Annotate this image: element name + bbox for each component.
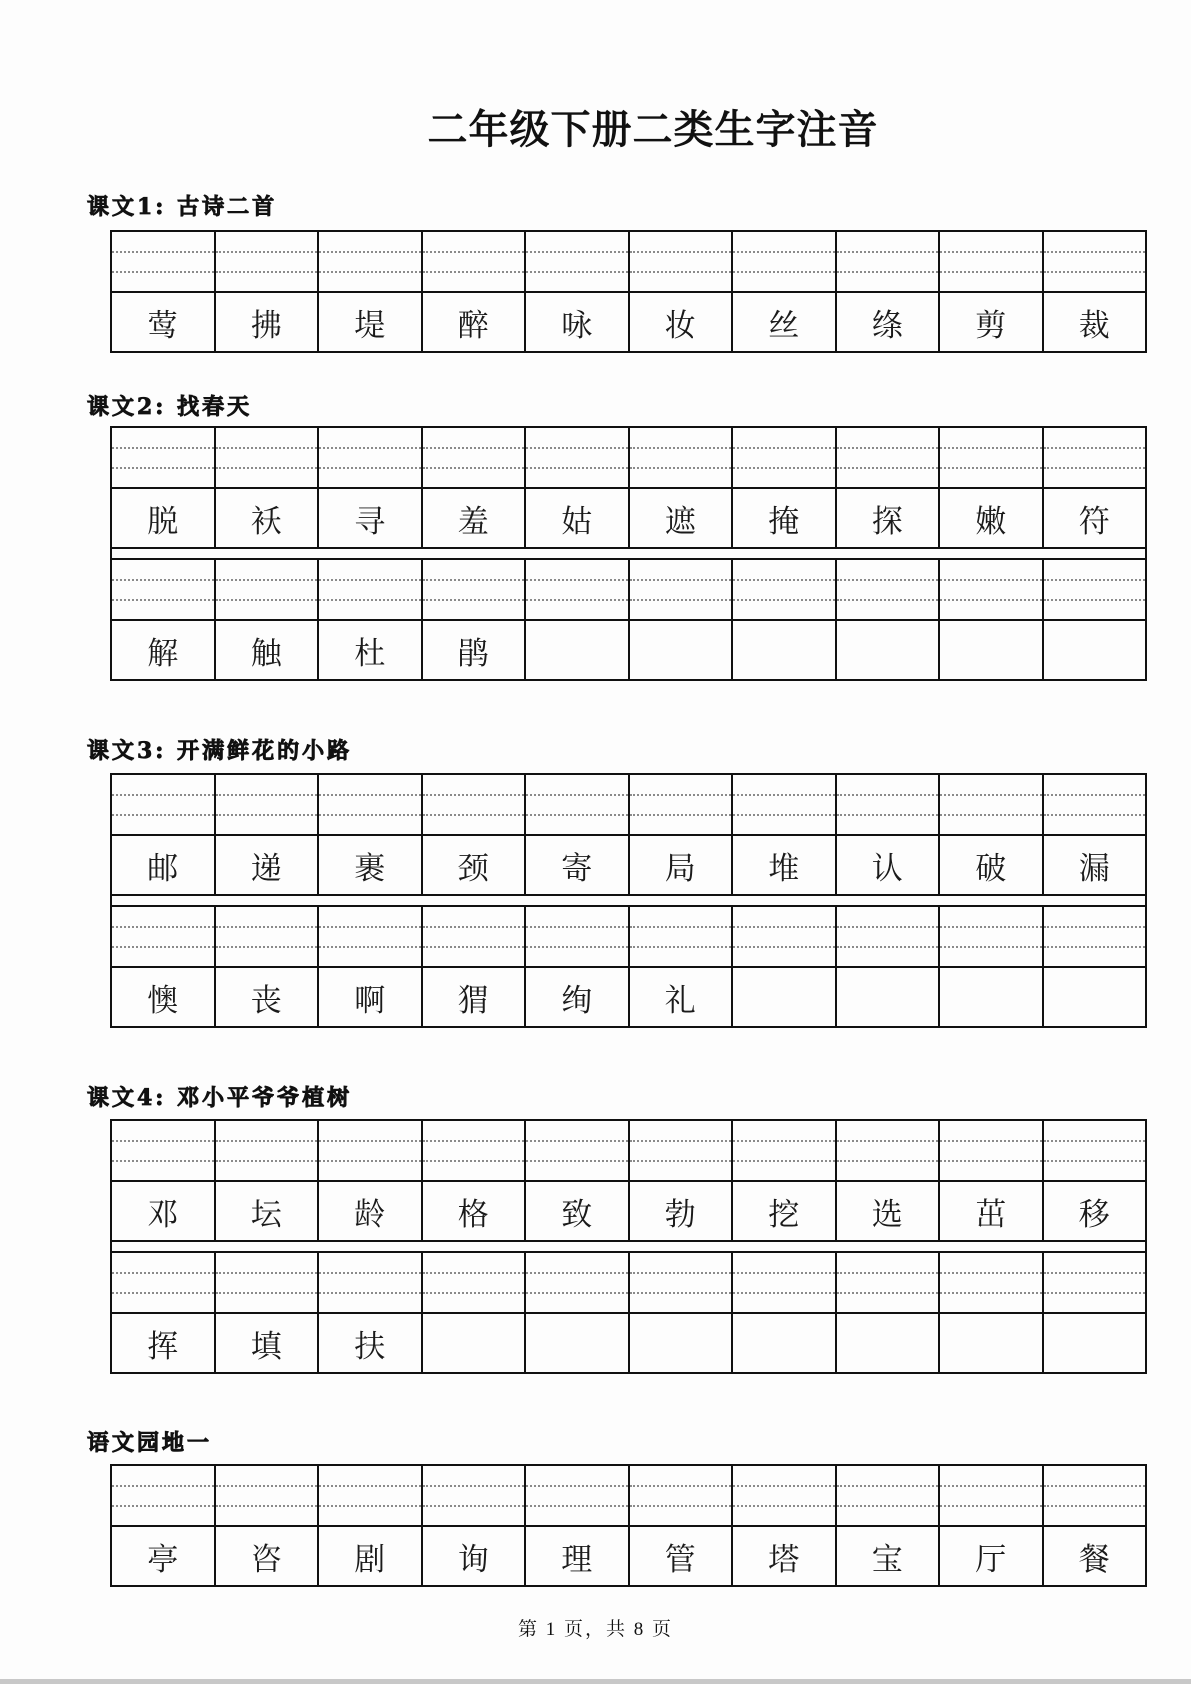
- grid-row: [110, 1119, 1147, 1242]
- pinyin-input-cell[interactable]: [630, 775, 734, 834]
- pinyin-input-cell[interactable]: [423, 907, 527, 966]
- pinyin-input-cell[interactable]: [630, 1121, 734, 1180]
- character-cell: 拂: [216, 293, 320, 351]
- pinyin-input-cell[interactable]: [940, 428, 1044, 487]
- pinyin-input-cell[interactable]: [1044, 1253, 1146, 1312]
- row-separator: [110, 896, 1147, 905]
- pinyin-input-cell[interactable]: [216, 775, 320, 834]
- character-cell: 亭: [112, 1527, 216, 1585]
- pinyin-input-cell[interactable]: [216, 560, 320, 619]
- character-row: [112, 1314, 1145, 1372]
- character-row: [112, 1527, 1145, 1585]
- page-title: 二年级下册二类生字注音: [427, 107, 879, 153]
- character-cell: 填: [216, 1314, 320, 1372]
- pinyin-row: [112, 1121, 1145, 1182]
- character-cell: [837, 621, 941, 679]
- character-cell: 羞: [423, 489, 527, 547]
- pinyin-input-cell[interactable]: [940, 560, 1044, 619]
- character-cell: 啊: [319, 968, 423, 1026]
- pinyin-input-cell[interactable]: [1044, 907, 1146, 966]
- pinyin-input-cell[interactable]: [837, 1466, 941, 1525]
- pinyin-input-cell[interactable]: [1044, 1121, 1146, 1180]
- pinyin-input-cell[interactable]: [733, 775, 837, 834]
- character-cell: [940, 621, 1044, 679]
- character-cell: 堤: [319, 293, 423, 351]
- character-row: [112, 489, 1145, 547]
- pinyin-input-cell[interactable]: [423, 428, 527, 487]
- section-heading-lesson-2: 课文2: 找春天: [87, 394, 253, 420]
- pinyin-input-cell[interactable]: [423, 1253, 527, 1312]
- pinyin-input-cell[interactable]: [423, 775, 527, 834]
- character-cell: 坛: [216, 1182, 320, 1240]
- character-cell: 餐: [1078, 1541, 1110, 1578]
- character-cell: 鹃: [423, 621, 527, 679]
- pinyin-input-cell[interactable]: [423, 1121, 527, 1180]
- character-cell: [526, 621, 630, 679]
- pinyin-input-cell[interactable]: [837, 232, 941, 291]
- character-row: [112, 293, 1145, 351]
- pinyin-input-cell[interactable]: [1044, 560, 1146, 619]
- character-cell: 剪: [940, 293, 1044, 351]
- character-cell: 符: [1078, 503, 1110, 540]
- pinyin-input-cell[interactable]: [526, 907, 630, 966]
- pinyin-input-cell[interactable]: [112, 907, 216, 966]
- grid-row: [110, 1464, 1147, 1587]
- pinyin-input-cell[interactable]: [216, 1253, 320, 1312]
- character-row: [112, 621, 1145, 679]
- pinyin-input-cell[interactable]: [423, 1466, 527, 1525]
- character-cell: 剧: [319, 1527, 423, 1585]
- character-cell: 杜: [319, 621, 423, 679]
- pinyin-input-cell[interactable]: [112, 1121, 216, 1180]
- pinyin-input-cell[interactable]: [630, 560, 734, 619]
- grid-row: [110, 426, 1147, 549]
- character-cell: 咨: [216, 1527, 320, 1585]
- character-cell: 掩: [733, 489, 837, 547]
- pinyin-input-cell[interactable]: [1044, 1466, 1146, 1525]
- character-cell: 袄: [216, 489, 320, 547]
- character-cell: 姑: [526, 489, 630, 547]
- pinyin-input-cell[interactable]: [216, 428, 320, 487]
- character-cell: [940, 1314, 1044, 1372]
- row-separator: [110, 549, 1147, 558]
- page-number: 第 1 页，共 8 页: [517, 1619, 673, 1640]
- character-cell: [526, 1314, 630, 1372]
- pinyin-input-cell[interactable]: [837, 428, 941, 487]
- character-row: [112, 1182, 1145, 1240]
- character-cell: 丧: [216, 968, 320, 1026]
- pinyin-input-cell[interactable]: [1044, 775, 1146, 834]
- pinyin-input-cell[interactable]: [940, 907, 1044, 966]
- pinyin-input-cell[interactable]: [526, 232, 630, 291]
- writing-grid-lesson-4: [110, 1119, 1147, 1374]
- character-cell: [733, 968, 837, 1026]
- character-cell: 遮: [630, 489, 734, 547]
- character-cell: 丝: [733, 293, 837, 351]
- character-cell: 妆: [630, 293, 734, 351]
- character-cell: 解: [112, 621, 216, 679]
- character-cell: 龄: [319, 1182, 423, 1240]
- character-cell: 猬: [423, 968, 527, 1026]
- character-cell: [630, 621, 734, 679]
- character-cell: 裁: [1078, 307, 1110, 344]
- character-cell: 颈: [423, 836, 527, 894]
- character-cell: 漏: [1078, 850, 1110, 887]
- character-cell: [423, 1314, 527, 1372]
- grid-row: [110, 558, 1147, 681]
- pinyin-row: [112, 775, 1145, 836]
- section-heading-lesson-1: 课文1: 古诗二首: [87, 194, 278, 220]
- character-cell: 绚: [526, 968, 630, 1026]
- section-heading-lesson-3: 课文3: 开满鲜花的小路: [87, 738, 353, 764]
- character-cell: 管: [630, 1527, 734, 1585]
- grid-row: [110, 905, 1147, 1028]
- character-cell: 理: [526, 1527, 630, 1585]
- pinyin-input-cell[interactable]: [733, 428, 837, 487]
- pinyin-input-cell[interactable]: [526, 428, 630, 487]
- pinyin-input-cell[interactable]: [630, 1253, 734, 1312]
- character-cell: 致: [526, 1182, 630, 1240]
- row-separator: [110, 1242, 1147, 1251]
- pinyin-input-cell[interactable]: [837, 907, 941, 966]
- character-cell: 认: [837, 836, 941, 894]
- character-cell: 递: [216, 836, 320, 894]
- character-row: [112, 968, 1145, 1026]
- pinyin-input-cell[interactable]: [112, 232, 216, 291]
- pinyin-input-cell[interactable]: [319, 560, 423, 619]
- pinyin-row: [112, 560, 1145, 621]
- grid-row: [110, 773, 1147, 896]
- pinyin-input-cell[interactable]: [733, 907, 837, 966]
- character-cell: 局: [630, 836, 734, 894]
- pinyin-input-cell[interactable]: [423, 560, 527, 619]
- pinyin-input-cell[interactable]: [940, 1253, 1044, 1312]
- pinyin-input-cell[interactable]: [837, 1121, 941, 1180]
- pinyin-input-cell[interactable]: [940, 1121, 1044, 1180]
- section-heading-lesson-4: 课文4: 邓小平爷爷植树: [87, 1085, 353, 1111]
- writing-grid-lesson-2: [110, 426, 1147, 681]
- pinyin-input-cell[interactable]: [630, 1466, 734, 1525]
- character-cell: [837, 1314, 941, 1372]
- pinyin-row: [112, 907, 1145, 968]
- pinyin-input-cell[interactable]: [216, 1121, 320, 1180]
- grid-row: [110, 1251, 1147, 1374]
- character-cell: 宝: [837, 1527, 941, 1585]
- character-cell: 触: [216, 621, 320, 679]
- pinyin-input-cell[interactable]: [526, 1121, 630, 1180]
- character-cell: 询: [423, 1527, 527, 1585]
- character-cell: 礼: [630, 968, 734, 1026]
- pinyin-input-cell[interactable]: [630, 907, 734, 966]
- character-cell: 挖: [733, 1182, 837, 1240]
- character-cell: 破: [940, 836, 1044, 894]
- page-edge: [0, 1679, 1191, 1684]
- pinyin-input-cell[interactable]: [940, 232, 1044, 291]
- pinyin-input-cell[interactable]: [112, 560, 216, 619]
- pinyin-input-cell[interactable]: [1044, 232, 1146, 291]
- section-heading-garden-1: 语文园地一: [87, 1430, 213, 1456]
- pinyin-input-cell[interactable]: [940, 1466, 1044, 1525]
- character-cell: 厅: [940, 1527, 1044, 1585]
- pinyin-input-cell[interactable]: [733, 1466, 837, 1525]
- character-cell: 懊: [112, 968, 216, 1026]
- character-cell: [1044, 621, 1146, 679]
- character-cell: 邮: [112, 836, 216, 894]
- character-cell: 扶: [319, 1314, 423, 1372]
- pinyin-row: [112, 1253, 1145, 1314]
- pinyin-input-cell[interactable]: [630, 232, 734, 291]
- pinyin-input-cell[interactable]: [526, 560, 630, 619]
- writing-grid-garden-1: [110, 1464, 1147, 1587]
- character-cell: 挥: [112, 1314, 216, 1372]
- character-cell: [837, 968, 941, 1026]
- character-cell: 勃: [630, 1182, 734, 1240]
- pinyin-input-cell[interactable]: [319, 1121, 423, 1180]
- writing-grid-lesson-1: [110, 230, 1147, 353]
- character-row: [112, 836, 1145, 894]
- character-cell: 移: [1078, 1196, 1110, 1233]
- pinyin-input-cell[interactable]: [1044, 428, 1146, 487]
- character-cell: [630, 1314, 734, 1372]
- character-cell: 格: [423, 1182, 527, 1240]
- character-cell: 寻: [319, 489, 423, 547]
- writing-grid-lesson-3: [110, 773, 1147, 1028]
- character-cell: [733, 1314, 837, 1372]
- pinyin-input-cell[interactable]: [319, 1466, 423, 1525]
- pinyin-input-cell[interactable]: [526, 775, 630, 834]
- character-cell: 醉: [423, 293, 527, 351]
- character-cell: [733, 621, 837, 679]
- pinyin-input-cell[interactable]: [940, 775, 1044, 834]
- pinyin-input-cell[interactable]: [216, 907, 320, 966]
- pinyin-input-cell[interactable]: [319, 1253, 423, 1312]
- pinyin-input-cell[interactable]: [112, 1466, 216, 1525]
- pinyin-input-cell[interactable]: [733, 1121, 837, 1180]
- grid-row: [110, 230, 1147, 353]
- character-cell: 堆: [733, 836, 837, 894]
- pinyin-input-cell[interactable]: [837, 775, 941, 834]
- pinyin-input-cell[interactable]: [112, 428, 216, 487]
- character-cell: 裹: [319, 836, 423, 894]
- pinyin-input-cell[interactable]: [733, 1253, 837, 1312]
- character-cell: 探: [837, 489, 941, 547]
- pinyin-input-cell[interactable]: [733, 232, 837, 291]
- pinyin-input-cell[interactable]: [319, 428, 423, 487]
- pinyin-input-cell[interactable]: [319, 232, 423, 291]
- pinyin-row: [112, 232, 1145, 293]
- character-cell: 选: [837, 1182, 941, 1240]
- pinyin-input-cell[interactable]: [112, 775, 216, 834]
- pinyin-input-cell[interactable]: [216, 1466, 320, 1525]
- character-cell: [1044, 968, 1146, 1026]
- character-cell: 绦: [837, 293, 941, 351]
- pinyin-input-cell[interactable]: [837, 1253, 941, 1312]
- pinyin-input-cell[interactable]: [319, 907, 423, 966]
- pinyin-row: [112, 1466, 1145, 1527]
- character-cell: 寄: [526, 836, 630, 894]
- character-cell: 咏: [526, 293, 630, 351]
- pinyin-input-cell[interactable]: [526, 1466, 630, 1525]
- character-cell: 嫩: [940, 489, 1044, 547]
- pinyin-input-cell[interactable]: [423, 232, 527, 291]
- pinyin-input-cell[interactable]: [319, 775, 423, 834]
- pinyin-input-cell[interactable]: [216, 232, 320, 291]
- pinyin-input-cell[interactable]: [733, 560, 837, 619]
- character-cell: 脱: [112, 489, 216, 547]
- pinyin-input-cell[interactable]: [837, 560, 941, 619]
- pinyin-input-cell[interactable]: [526, 1253, 630, 1312]
- character-cell: 邓: [112, 1182, 216, 1240]
- pinyin-row: [112, 428, 1145, 489]
- pinyin-input-cell[interactable]: [112, 1253, 216, 1312]
- character-cell: [1044, 1314, 1146, 1372]
- character-cell: 莺: [112, 293, 216, 351]
- character-cell: 茁: [940, 1182, 1044, 1240]
- character-cell: 塔: [733, 1527, 837, 1585]
- character-cell: [940, 968, 1044, 1026]
- pinyin-input-cell[interactable]: [630, 428, 734, 487]
